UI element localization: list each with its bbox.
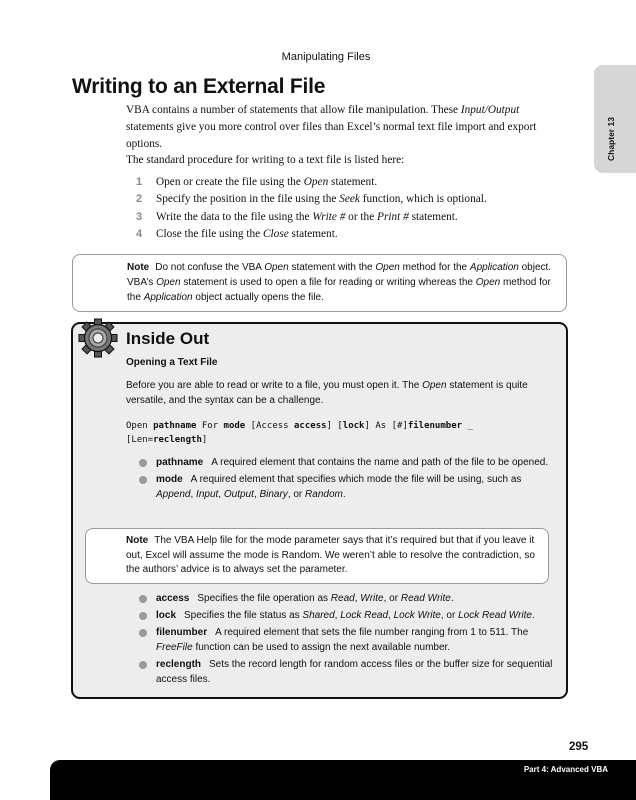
list-item: lock Specifies the file status as Shared, Lock Read, Lock Write, or Lock Read Write. — [136, 608, 560, 623]
inside-out-paragraph: Before you are able to read or write to a file, you must open it. The Open statement is quite versatile, and the syntax can be a challenge. — [126, 380, 528, 406]
list-item: pathname A required element that contains the name and path of the file to be opened. — [136, 455, 560, 470]
parameter-list — [136, 591, 560, 689]
list-item: filenumber A required element that sets the file number ranging from 1 to 511. The FreeFile function can be used to assign the next available number. — [136, 625, 560, 655]
page-number: 295 — [569, 741, 589, 753]
procedure-steps — [136, 174, 556, 243]
note-label: Note — [127, 262, 150, 273]
step-item: 3 Write the data to the file using the Write # or the Print # statement. — [136, 210, 458, 223]
note-label: Note — [126, 535, 149, 546]
section-title: Writing to an External File — [72, 75, 326, 98]
procedure-intro: The standard procedure for writing to a text file is listed here: — [126, 154, 405, 166]
gear-icon — [78, 318, 118, 358]
footer-bar — [50, 760, 636, 800]
intro-paragraph: VBA contains a number of statements that allow file manipulation. These Input/Output statements give you more control over files than Excel’s normal text file import and export options. — [126, 104, 537, 150]
note-box: Note The VBA Help file for the mode parameter says that it’s required but that if you leave it out, Excel will assume the mode is Random. We weren’t able to resolve the contradiction, so the authors’ advice is to always set the parameter. — [85, 528, 549, 584]
step-item: 1 Open or create the file using the Open statement. — [136, 176, 378, 188]
parameter-list — [136, 455, 560, 504]
step-item: 2 Specify the position in the file using the Seek function, which is optional. — [136, 193, 487, 206]
footer-part-label: Part 4: Advanced VBA — [523, 765, 608, 774]
running-head: Manipulating Files — [281, 51, 371, 63]
chapter-tab-label: Chapter 13 — [606, 117, 616, 161]
list-item: access Specifies the file operation as Read, Write, or Read Write. — [136, 591, 560, 606]
chapter-tab — [594, 65, 636, 173]
list-item: mode A required element that specifies which mode the file will be using, such as Append, Input, Output, Binary, or Random. — [136, 472, 560, 502]
note-box: Note Do not confuse the VBA Open statement with the Open method for the Application object. VBA’s Open statement is used to open a file for reading or writing whereas the Open method for the Application object actually opens the file. — [72, 254, 567, 312]
step-item: 4 Close the file using the Close statement. — [136, 227, 338, 240]
syntax-code: Open pathname For mode [Access access] [lock] As [#]filenumber _ [Len=reclength] — [126, 421, 473, 445]
inside-out-subtitle: Opening a Text File — [126, 357, 218, 368]
list-item: reclength Sets the record length for random access files or the buffer size for sequential access files. — [136, 657, 560, 687]
inside-out-title: Inside Out — [126, 329, 210, 348]
